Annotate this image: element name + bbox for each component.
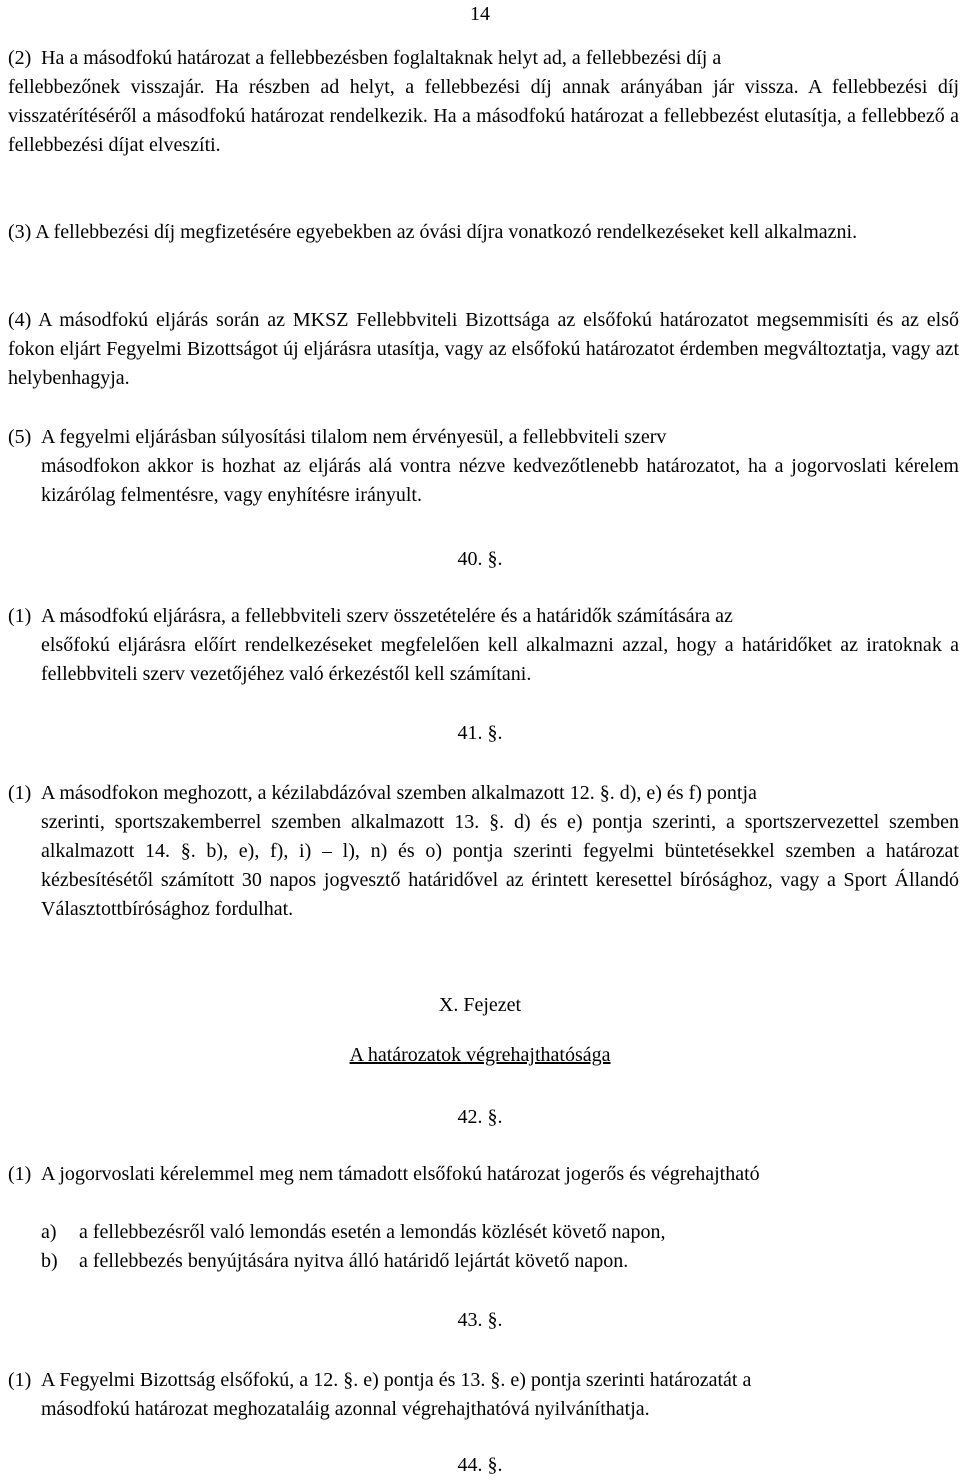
page-number: 14 [470, 3, 490, 25]
section-40-number: (1) [8, 605, 32, 627]
section-heading-41: 41. §. [457, 722, 503, 744]
section-43-paragraph-1: (1) A Fegyelmi Bizottság elsőfokú, a 12. §. e) pontja és 13. §. e) pontja szerinti határozatát a másodfokú határozat meghozataláig azonnal végrehajthatóvá nyilváníthatja. [8, 1366, 959, 1424]
list-item-text: a fellebbezésről való lemondás esetén a lemondás közlését követő napon, [79, 1221, 666, 1243]
section-43-text: másodfokú határozat meghozataláig azonnal végrehajthatóvá nyilváníthatja. [41, 1398, 650, 1420]
chapter-subtitle: A határozatok végrehajthatósága [349, 1044, 611, 1066]
chapter-title: X. Fejezet [438, 994, 522, 1016]
list-item-label: b) [41, 1250, 58, 1272]
paragraph-5 [8, 423, 959, 510]
section-heading-43: 43. §. [457, 1309, 503, 1331]
section-40-paragraph-1: (1) A másodfokú eljárásra, a fellebbviteli szerv összetételére és a határidők számítására az elsőfokú eljárásra előírt rendelkezéseket megfelelően kell alkalmazni azzal, hogy a határidőket az iratoknak a fellebbviteli szerv vezetőjéhez való érkezéstől kell számítani. [8, 602, 959, 689]
list-item-text: a fellebbezés benyújtására nyitva álló határidő lejártát követő napon. [79, 1250, 629, 1272]
paragraph-5-first-line: (5) A fegyelmi eljárásban súlyosítási tilalom nem érvényesül, a fellebbviteli szerv [8, 423, 959, 452]
paragraph-2-first-line: (2) Ha a másodfokú határozat a fellebbezésben foglaltaknak helyt ad, a fellebbezési díj a [8, 44, 959, 73]
paragraph-2 [8, 44, 959, 160]
paragraph-2-number: (2) [8, 47, 32, 69]
section-42-number: (1) [8, 1163, 32, 1185]
list-item-label: a) [41, 1221, 57, 1243]
section-heading-42: 42. §. [457, 1106, 503, 1128]
section-42-paragraph-1: (1) A jogorvoslati kérelemmel meg nem támadott elsőfokú határozat jogerős és végrehajtható [8, 1160, 959, 1189]
paragraph-4: (4) A másodfokú eljárás során az MKSZ Fellebbviteli Bizottsága az elsőfokú határozatot megsemmisíti és az első fokon eljárt Fegyelmi Bizottságot új eljárásra utasítja, vagy az elsőfokú határozatot érdemben megváltoztatja, vagy azt helybenhagyja. [8, 309, 959, 389]
paragraph-5-number: (5) [8, 426, 32, 448]
section-40-text: elsőfokú eljárásra előírt rendelkezéseket megfelelően kell alkalmazni azzal, hogy a határidőket az iratoknak a fellebbviteli szerv vezetőjéhez való érkezéstől kell számítani. [41, 634, 959, 685]
section-heading-44: 44. §. [457, 1454, 503, 1476]
section-43-number: (1) [8, 1369, 32, 1391]
paragraph-3: (3) A fellebbezési díj megfizetésére egyebekben az óvási díjra vonatkozó rendelkezéseket kell alkalmazni. [8, 221, 858, 243]
paragraph-5-text: másodfokon akkor is hozhat az eljárás alá vontra nézve kedvezőtlenebb határozatot, ha a jogorvoslati kérelem kizárólag felmentésre, vagy enyhítésre irányult. [41, 455, 959, 506]
paragraph-2-text: fellebbezőnek visszajár. Ha részben ad helyt, a fellebbezési díj annak arányában jár vissza. A fellebbezési díj visszatérítéséről a másodfokú határozat rendelkezik. Ha a másodfokú határozat a fellebbezést elutasítja, a fellebbező a fellebbezési díjat elveszíti. [8, 76, 959, 156]
section-41-paragraph-1: (1) A másodfokon meghozott, a kézilabdázóval szemben alkalmazott 12. §. d), e) és f) pontja szerinti, sportszakemberrel szemben alkalmazott 13. §. d) és e) pontja szerinti, a sportszervezettel szemben alkalmazott 14. §. b), e), f), i) – l), n) és o) pontja szerinti fegyelmi büntetésekkel szemben a határozat kézbesítésétől számított 30 napos jogvesztő határidővel az érintett keresettel bírósághoz, vagy a Sport Állandó Választottbírósághoz fordulhat. [8, 779, 959, 924]
section-41-number: (1) [8, 782, 32, 804]
list-item-b [41, 1247, 941, 1276]
section-41-text: szerinti, sportszakemberrel szemben alkalmazott 13. §. d) és e) pontja szerinti, a sportszervezettel szemben alkalmazott 14. §. b), e), f), i) – l), n) és o) pontja szerinti fegyelmi büntetésekkel szemben a határozat kézbesítésétől számított 30 napos jogvesztő határidővel az érintett keresettel bírósághoz, vagy a Sport Állandó Választottbírósághoz fordulhat. [41, 811, 959, 920]
list-item-a [41, 1218, 941, 1247]
section-heading-40: 40. §. [457, 548, 503, 570]
